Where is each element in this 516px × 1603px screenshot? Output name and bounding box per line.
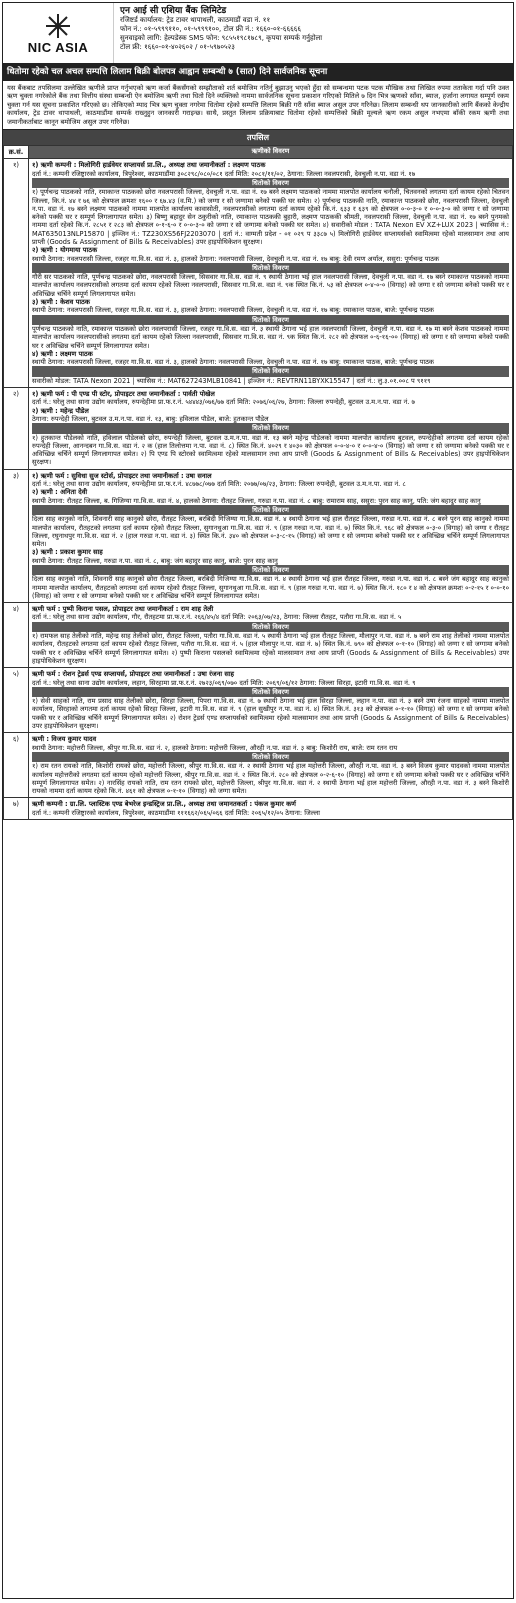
borrower-name: ऋणी फर्म : रोशन ट्रेडर्स एण्ड सप्लायर्स, प्रोपाइटर तथा जमानीकर्ता : उषा रंजना साह bbox=[32, 670, 235, 679]
bank-phone: फोन नं.: ०१-५९९९११०, ०१-५९९९१००, टोल फ्री नं.: १६६०-०१-६६६६६ bbox=[120, 25, 302, 33]
entry-details bbox=[29, 159, 513, 388]
borrower-name: १) ऋणी कम्पनी : मिलोगिरी हार्डवेयर सप्लायर्स प्रा.लि., अध्यक्ष तथा जमानीकर्ता : लक्ष्मण पाठक bbox=[32, 161, 266, 170]
guarantor-name: ३) ऋणी : प्रकाश कुमार साह bbox=[32, 548, 103, 557]
borrower-name: १) ऋणी फर्म : पी एण्ड पी स्टोर, प्रोपाइटर तथा जमानीकर्ता : पार्वती पोखेल bbox=[32, 390, 215, 399]
table-row bbox=[4, 388, 513, 470]
bank-info bbox=[114, 3, 513, 63]
guarantor-name: २) ऋणी : योगमाया पाठक bbox=[32, 246, 98, 255]
dhito-label: धितोको विवरण bbox=[32, 423, 509, 433]
guarantor-name: ३) ऋणी : केशव पाठक bbox=[32, 298, 90, 307]
borrower-detail: दर्ता नं.: घरेलु तथा साना उद्योग कार्यालय, रुपन्देहीमा प्रा.फ.र.नं. ५४४४३/०७६/७७ दर्ता मिति: २०७६/०६/२७, ठेगाना: जिल्ला रुपन्देही, बुटवल उ.म.न.पा. वडा नं. ७ bbox=[32, 398, 415, 407]
dhito-text: १) पूर्णचन्द्र पाठकको नाति, रमाकान्त पाठकको छोरा नवलपरासी जिल्ला, देवचुली न.पा. वडा नं. १७ बस्ने लक्ष्मण पाठकको नाममा मालपोत कार्यालय चनौली, चितवनको लगतमा दर्ता कायम रहेको चितवन जिल्ला, कि.नं. ४४ र ७६ को क्षेत्रफल क्रमशः १६०० र ६७.४३ (व.मि.) को जग्गा र सो जग्गामा बनेको पक्की घर समेत। २) पूर्णचन्द्र पाठककी नाति, रमाकान्त पाठकको छोरा, नवलपरासी जिल्ला, देवचुली न.पा. वडा नं. १७ बस्ने लक्ष्मण पाठकको नाममा मालपोत कार्यालय कावासोती, नवलपरासीको लगतमा दर्ता कायम रहेको कि.नं. ६३३ र ६३९ को क्षेत्रफल ०-०-३-० र ०-०-३-० को जग्गा र सो जग्गामा बनेको पक्की घर र सम्पूर्ण लिगलागापत समेत। ३) बिष्णु बहादुर सेन ठकुरीको नाति, रमाकान्त पाठककी बुहारी, लक्ष्मण पाठककी श्रीमती, नवलपरासी जिल्ला, देवचुली न.पा. वडा नं. १७ बस्ने पुनमको नाममा दर्ता रहेको कि.नं. २८५१ र २८३ को क्षेत्रफल ०-१-६-० र ०-०-३-० को जग्गा र सो जग्गामा बनेको पक्की घर समेत। ४) सवारीको मोडल : TATA Nexon EV XZ+LUX 2023 | च्यासिस नं.: MAT635013NLP15870 | इञ्जिन नं.: TZ230XS56FJ2203070 | दर्ता नं.: वाग्मती प्रदेश - ०१ ०२९ प ३३८७ ५) मिलोगिरी हार्डवेयर सप्लायर्सको स्वामित्वमा रहेको मालसामान तथा आय प्राप्ती (Goods & Assignment of Bills & Receivables) उपर हाइपोथिकेशन सुरक्षण। bbox=[32, 188, 509, 246]
entry-details bbox=[29, 668, 513, 733]
borrower-detail: दर्ता नं.: घरेलु तथा साना उद्योग कार्यालय, लहान, सिरहामा प्रा.फ.र.नं. २७२३/०६९/०७० दर्ता मिति: २०६९/०६/१२ ठेगाना: जिल्ला सिरहा, इटारी गा.वि.स. वडा नं. ९ bbox=[32, 678, 416, 687]
guarantor-detail: स्थायी ठेगाना: रौतहट जिल्ला, ब. गिजिग्या गा.वि.स. वडा नं. ४, हालको ठेगाना: रौतहट जिल्ला, गरुडा न.पा. वडा नं. ८ बाबु: रामाराम साह, ससुरा: पुरन साह कानु, पति: जंग बहादुर साह कानु bbox=[32, 496, 481, 505]
borrower-detail: दर्ता नं.: घरेलु तथा साना उद्योग कार्यालय, रुपन्देहीमा प्रा.फ.र.नं. ४८७७८/०७७ दर्ता मिति: २०७७/०७/२३, ठेगाना: जिल्ला रुपन्देही, बुटवल उ.म.न.पा. वडा नं. ८ bbox=[32, 480, 406, 489]
col-details-header: ऋणीको विवरण bbox=[29, 146, 513, 159]
bank-header bbox=[3, 3, 513, 64]
entry-details bbox=[29, 388, 513, 470]
guarantor-detail: स्थायी ठेगाना: नवलपरासी जिल्ला, रजहर गा.वि.स. वडा नं. ३, हालको ठेगाना: नवलपरासी जिल्ला, देवचुली न.पा. वडा नं. १७ बाबु: रमाकान्त पाठक, बाजे: पूर्णचन्द्र पाठक bbox=[32, 358, 434, 367]
entry-details bbox=[29, 603, 513, 668]
notice-title: धितोमा रहेको चल अचल सम्पत्ति लिलाम बिक्री बोलपत्र आह्वान सम्बन्धी ७ (सात) दिने सार्वजनिक सूचना bbox=[3, 64, 513, 81]
dhito-label: धितोको विवरण bbox=[32, 505, 509, 515]
table-header-row bbox=[4, 146, 513, 159]
dhito-text: दिला साह कानुको नाति, शिवनारी साह कानुको छोरा रौतहट जिल्ला, बरबिदी गिजिग्या गा.वि.स. वडा नं. ४ स्थायी ठेगाना भई हाल रौतहट जिल्ला, गरुडा न.पा. वडा नं. ८ बस्ने जंग बहादुर साह कानुको नाममा मालपोत कार्यालय, रौतहटको लगतमा दर्ता कायम रहेको रौतहट जिल्ला, सुगानथुआ गा.वि.स. वडा नं. ९ (हाल गरुडा न.पा. वडा नं. ७) स्थित कि.नं. १८० र ४ को क्षेत्रफल क्रमशः ०-२-१५ र ०-०-१० (विगाह) को जग्गा र सो जग्गामा बनेको पक्की घर र अविच्छिन्न चर्चिने सम्पूर्ण लिगलागापत समेत। bbox=[32, 575, 509, 600]
bank-address: रजिष्टर्ड कार्यालय: ट्रेड टावर थापाथली, काठमाडौं वडा नं. ११ bbox=[120, 16, 271, 24]
entry-number: ३) bbox=[4, 469, 29, 602]
entry-number: ४) bbox=[4, 603, 29, 668]
col-sn-header: क्र.सं. bbox=[4, 146, 29, 159]
dhito-label: धितोको विवरण bbox=[32, 315, 509, 325]
dhito-text: सवारीको मोडल: TATA Nexon 2021 | च्यासिस नं.: MAT627243MLB10841 | इञ्जिन नं.: REVTRN11BYXK15547 | दर्ता नं.: लु.३.०१.००८ प ९११९ bbox=[32, 376, 431, 385]
dhito-label: धितोको विवरण bbox=[32, 178, 509, 188]
notice-page bbox=[2, 2, 514, 1599]
table-row bbox=[4, 668, 513, 733]
dhito-label: धितोको विवरण bbox=[32, 565, 509, 575]
bank-hotline: टोल फ्री: १६६०-०१-४०२६०२ / ०१-५९७०५२३ bbox=[120, 43, 235, 51]
entry-number: ५) bbox=[4, 668, 29, 733]
guarantor-name: २) ऋणी : महेन्द्र पौडेल bbox=[32, 406, 89, 415]
borrower-detail: दर्ता नं.: घरेलु तथा साना उद्योग कार्यालय, गौर, रौतहटमा प्रा.फ.र.नं. २६६/४५/४ दर्ता मिति: २०६३/०७/२३, ठेगाना: जिल्ला रौतहट, पतौरा गा.वि.स. वडा नं. ५ bbox=[32, 613, 402, 622]
dhito-text: दिला साह कानुको नाति, शिवनारी साह कानुको छोरा, रौतहट जिल्ला, बरबिदी गिजिग्या गा.वि.स. वडा नं. ४ स्थायी ठेगाना भई हाल रौतहट जिल्ला, गरुडा न.पा. वडा नं. ८ बस्ने पुरन साह कानुको नाममा मालपोत कार्यालय, रौतहटको लगतमा दर्ता कायम रहेको रौतहट जिल्ला, सुगानथुआ गा.वि.स. वडा नं. ९ (हाल गरुडा न.पा. वडा नं. ७) स्थित कि.नं. ९६८ को क्षेत्रफल ०-३-० (विगाह) को जग्गा र रौतहट जिल्ला, रघुनाथपुर गा.वि.स. वडा नं. २ (हाल गरुडा न.पा. वडा नं. ३) स्थित कि.नं. ३४० को क्षेत्रफल ०-३-८-१५ (विगाह) को जग्गा र सो जग्गामा बनेको पक्की घर र अविच्छिन्न चर्चिने सम्पूर्ण लिगलागापत समेत। bbox=[32, 515, 509, 549]
bank-name: एन आई सी एशिया बैंक लिमिटेड bbox=[120, 6, 227, 16]
dhito-text: १) हुतकान्त पौडेलको नाति, हविलाल पौडेलको छोरा, रुपन्देही जिल्ला, बुटवल उ.म.न.पा. वडा नं. १३ बस्ने महेन्द्र पौडेलको नाममा मालपोत कार्यालय बुटवल, रुपन्देहीको लगतमा दर्ता कायम रहेको रुपन्देही जिल्ला, आनन्दबन गा.वि.स. वडा नं. २ क (हाल तिलोत्तमा न.पा. वडा नं. ८) स्थित कि.नं. ४०२९ र ४०३० को क्षेत्रफल ०-०-४-० र ०-०-४-० (विगाह) को जग्गा र सो जग्गामा बनेको पक्की घर र अविच्छिन्न चर्चिने सम्पूर्ण लिगलागापत समेत। २) पि एण्ड पि स्टोरको स्वामित्वमा रहेको मालसामान तथा आय प्राप्ती (Goods & Assignment of Bills & Receivables) उपर हाइपोथिकेशन सुरक्षण। bbox=[32, 433, 509, 467]
dhito-label: धितोको विवरण bbox=[32, 263, 509, 273]
guarantor-detail: स्थायी ठेगाना: रौतहट जिल्ला, गरुडा न.पा. वडा नं. ८, बाबु: जंग बहादुर साह कानु, बाजे: पुरन साह कानु bbox=[32, 556, 278, 565]
details-table bbox=[3, 145, 513, 820]
dhito-text: गौरी सर पाठकको नाति, पूर्णचन्द्र पाठकको छोरा, नवलपरासी जिल्ला, सिसवार गा.वि.स. वडा नं. ९ स्थायी ठेगाना भई हाल नवलपरासी जिल्ला, देवचुली न.पा. वडा नं. १७ बस्ने रमाकान्त पाठकको नाममा मालपोत कार्यालय नवलपरासीको लगतमा दर्ता कायम रहेको जिल्ला नवलपरासी, सिसवार गा.वि.स. वडा नं. ९क स्थित कि.नं. ५३ को क्षेत्रफल ०-४-०-० (विगाह) को जग्गा र सो जग्गामा बनेको पक्की घर र अविच्छिन्न चर्चिने सम्पूर्ण लिगलागापत समेत। bbox=[32, 273, 509, 298]
dhito-label: धितोको विवरण bbox=[32, 622, 509, 632]
entry-details bbox=[29, 798, 513, 820]
table-row bbox=[4, 798, 513, 820]
bank-logo bbox=[3, 3, 114, 63]
entry-number: २) bbox=[4, 388, 29, 470]
table-row bbox=[4, 469, 513, 602]
entry-number: १) bbox=[4, 159, 29, 388]
guarantor-name: ४) ऋणी : लक्ष्मण पाठक bbox=[32, 349, 93, 358]
logo-text: NIC ASIA bbox=[27, 39, 89, 55]
borrower-name: ऋणी फर्म : पुष्पी किराना पसल, प्रोपाइटर तथा जमानीकर्ता : राम शाह तेली bbox=[32, 605, 214, 614]
guarantor-detail: ठेगाना: रुपन्देही जिल्ला, बुटवल उ.म.न.पा. वडा नं. १३, बाबु: हविलाल पौडेल, बाजे: हुतकान्त पौडेल bbox=[32, 414, 269, 423]
dhito-text: १) सेवी साहको नाति, राम प्रसाद साह तेलीको छोरा, सिरहा जिल्ला, पिपरा गा.वि.स. वडा नं. ७ स्थायी ठेगाना भई हाल सिरहा जिल्ला, लहान न.पा. वडा नं. ३ बस्ने उषा रंजना साहको नाममा मालपोत कार्यालय, सिरहाको लगतमा दर्ता कायम रहेको सिरहा जिल्ला, इटारी गा.वि.स. वडा नं. ९ (हाल सुखीपुर न.पा. वडा नं. ४) स्थित कि.नं. ३१३ को क्षेत्रफल ०-१-१० (विगाह) को जग्गा र सो जग्गामा बनेको पक्की घर र अविच्छिन्न चर्चिने सम्पूर्ण लिगलागापत समेत। २) रोशन ट्रेडर्स एण्ड सप्लायर्सको स्वामित्वमा रहेको मालसामान तथा आय प्राप्ती (Goods & Assignment of Bills & Receivables) उपर हाइपोथिकेशन सुरक्षण। bbox=[32, 697, 509, 731]
entry-number: ७) bbox=[4, 798, 29, 820]
dhito-label: धितोको विवरण bbox=[32, 752, 509, 762]
table-row bbox=[4, 603, 513, 668]
nic-asia-star-icon bbox=[41, 12, 75, 40]
dhito-text: १) राम रतन रायको नाति, किशोरी रायको छोरा, महोत्तरी जिल्ला, श्रीपुर गा.वि.स. वडा नं. २ स्थायी ठेगाना भई हाल महोत्तरी जिल्ला, औरही न.पा. वडा नं. ३ बस्ने विजय कुमार यादवको नाममा मालपोत कार्यालय महोत्तरीको लगतमा दर्ता कायम रहेको महोत्तरी जिल्ला, श्रीपुर गा.वि.स. वडा नं. २ स्थित कि.नं. २८० को क्षेत्रफल ०-२-६-१० (विगाह) को जग्गा र सो जग्गामा बनेको पक्की घर र अविच्छिन्न चर्चिने सम्पूर्ण लिगलागापत समेत। २) नारसिंह रायको नाति, राम रतन रायको छोरा, महोत्तरी जिल्ला, श्रीपुर गा.वि.स. वडा नं. २ स्थायी ठेगाना भई हाल महोत्तरी जिल्ला, औरही न.पा. वडा नं. ३ बस्ने किशोरी रायको नाममा दर्ता कायम रहेको कि.नं. ४६१ को क्षेत्रफल ०-१-१० (विगाह) को जग्गा समेत। bbox=[32, 762, 509, 796]
borrower-name: ऋणी कम्पनी : ग्रा.लि. प्लास्टिक एण्ड बेभरेज इन्डस्ट्रिज प्रा.लि., अध्यक्ष तथा जमानतकर्ता : पंकज कुमार कर्ण bbox=[32, 800, 296, 809]
guarantor-detail: स्थायी ठेगाना: नवलपरासी जिल्ला, रजहर गा.वि.स. वडा नं. ३, हालको ठेगाना: नवलपरासी जिल्ला, देवचुली न.पा. वडा नं. १७ बाबु: रमाकान्त पाठक, बाजे: पूर्णचन्द्र पाठक bbox=[32, 306, 434, 315]
entry-details bbox=[29, 733, 513, 798]
borrower-name: १) ऋणी फर्म : सुविधा सुज स्टोर्स, प्रोपाइटर तथा जमानीकर्ता : उषा सनाल bbox=[32, 471, 212, 480]
entry-details bbox=[29, 469, 513, 602]
entry-number: ६) bbox=[4, 733, 29, 798]
dhito-label: धितोको विवरण bbox=[32, 366, 509, 376]
tapsil-title: तपसिल bbox=[3, 130, 513, 145]
bank-email: सुनवाइको लागि: हेल्पडेस्क SMS फोन: ९८५५१९८१७८९, कृपया सम्पर्क गर्नुहोला bbox=[120, 34, 323, 42]
table-row bbox=[4, 159, 513, 388]
dhito-text: पूर्णचन्द्र पाठकको नाति, रमाकान्त पाठकको छोरा नवलपरासी जिल्ला, रजहर गा.वि.स. वडा नं. ३ स्थायी ठेगाना भई हाल नवलपरासी जिल्ला, देवचुली न.पा. वडा नं. १७ मा बस्ने केशव पाठकको नाममा मालपोत कार्यालय नवलपरासीको लगतमा दर्ता कायम रहेको जिल्ला नवलपरासी, सिसवार गा.वि.स. वडा नं. ९क स्थित कि.नं. २८२ को क्षेत्रफल ०-६-१६-०० (विगाह) को जग्गा र सो जग्गामा बनेको पक्की घर र अविच्छिन्न चर्चिने सम्पूर्ण लिगलागापत समेत। bbox=[32, 324, 509, 350]
borrower-name: ऋणी : विजय कुमार यादव bbox=[32, 735, 97, 744]
dhito-label: धितोको विवरण bbox=[32, 687, 509, 697]
borrower-detail: दर्ता नं.: कम्पनी रजिष्ट्रारको कार्यालय, त्रिपुरेश्वर, काठमाडौंमा ३०८२९८/०८०/०८१ दर्ता मिति: २०८१/११/०२, ठेगाना: जिल्ला नवलपरासी, देवचुली न.पा. वडा नं. १७ bbox=[32, 169, 416, 178]
guarantor-detail: स्थायी ठेगाना: नवलपरासी जिल्ला, रजहर गा.वि.स. वडा नं. ३, हालको ठेगाना: नवलपरासी जिल्ला, देवचुली न.पा. वडा नं. १७ बाबु: देवी रमण अर्याल, ससुरा: पूर्णचन्द्र पाठक bbox=[32, 254, 440, 263]
borrower-detail: स्थायी ठेगाना: महोत्तरी जिल्ला, श्रीपुर गा.वि.स. वडा नं. २, हालको ठेगाना: महोत्तरी जिल्ला, औरही न.पा. वडा नं. ३ बाबु: किशोरी राय, बाजे: राम रतन राय bbox=[32, 743, 398, 752]
guarantor-name: २) ऋणी : अनिता देवी bbox=[32, 488, 88, 497]
dhito-text: १) रामफल साह तेलीको नाति, महेन्द्र साह तेलीको छोरा, रौतहट जिल्ला, पतौरा गा.वि.स. वडा नं. ५ स्थायी ठेगाना भई हाल रौतहट जिल्ला, मौलापुर न.पा. वडा नं. ७ बस्ने राम शाह तेलीको नाममा मालपोत कार्यालय, रौतहटको लगतमा दर्ता कायम रहेको रौतहट जिल्ला, पतौरा गा.वि.स. वडा नं. ५ (हाल मौलापुर न.पा. वडा नं. ७) स्थित कि.नं. ७९० को क्षेत्रफल ०-१-१० (विगाह) को जग्गा र सो जग्गामा बनेको पक्की घर र अविच्छिन्न चर्चिने सम्पूर्ण लिगलागापत समेत। २) पुष्पी किराना पसलको स्वामित्वमा रहेको मालसामान तथा आय प्राप्ती (Goods & Assignment of Bills & Receivables) उपर हाइपोथिकेशन सुरक्षण। bbox=[32, 632, 509, 665]
notice-intro: यस बैंकबाट तपसिलमा उल्लेखित ऋणीले प्राप्त गर्नुभएको ऋण कर्जा बैंकसँगको सम्झौताको शर्त बमोजिम नतिर्नु बुझाउनु भएको हुँदा सो सम्बन्धमा पटक पटक मौखिक तथा लिखित रुपमा तताकेता गर्दा पनि उक्त ऋण चुक्ता नगरेकोले बैंक तथा वित्तीय संस्था सम्बन्धी ऐन बमोजिम ऋणी तथा धितो दिने व्यक्तिको नाममा सार्वजनिक सूचना प्रकाशन गरिएको मितिले ७ दिन भित्र ऋणको साँवा, ब्याज, हर्जाना लगायत सम्पूर्ण रकम चुक्ता गर्न यस सूचना प्रकाशित गरिएको छ। तोकिएको म्याद भित्र ऋण चुक्ता नगरेमा धितोमा रहेको सम्पत्ति लिलाम बिक्री गरी साँवा ब्याज असुल उपर गरिनेछ। लिलाम सम्बन्धी थप जानकारीको लागि बैंकको केन्द्रीय कार्यालय, ट्रेड टावर थापाथली, काठमाडौंमा सम्पर्क राख्नुहुन जानकारी गराइन्छ। साथै, प्रस्तुत लिलाम प्रक्रियाबाट धितोमा रहेको सम्पत्तिको बिक्री मूल्यले ऋण रकम असुल नभएमा बाँकी रकम ऋणी तथा जमानीकर्ताबाट कानून बमोजिम असुल उपर गरिनेछ। bbox=[3, 81, 513, 130]
borrower-detail: दर्ता नं.: कम्पनी रजिष्ट्रारको कार्यालय, त्रिपुरेश्वर, काठमाडौंमा १११६६२/०६५/०६६ दर्ता मिति: २०६५/१२/०५ ठेगाना: जिल्ला bbox=[32, 808, 320, 817]
table-row bbox=[4, 733, 513, 798]
